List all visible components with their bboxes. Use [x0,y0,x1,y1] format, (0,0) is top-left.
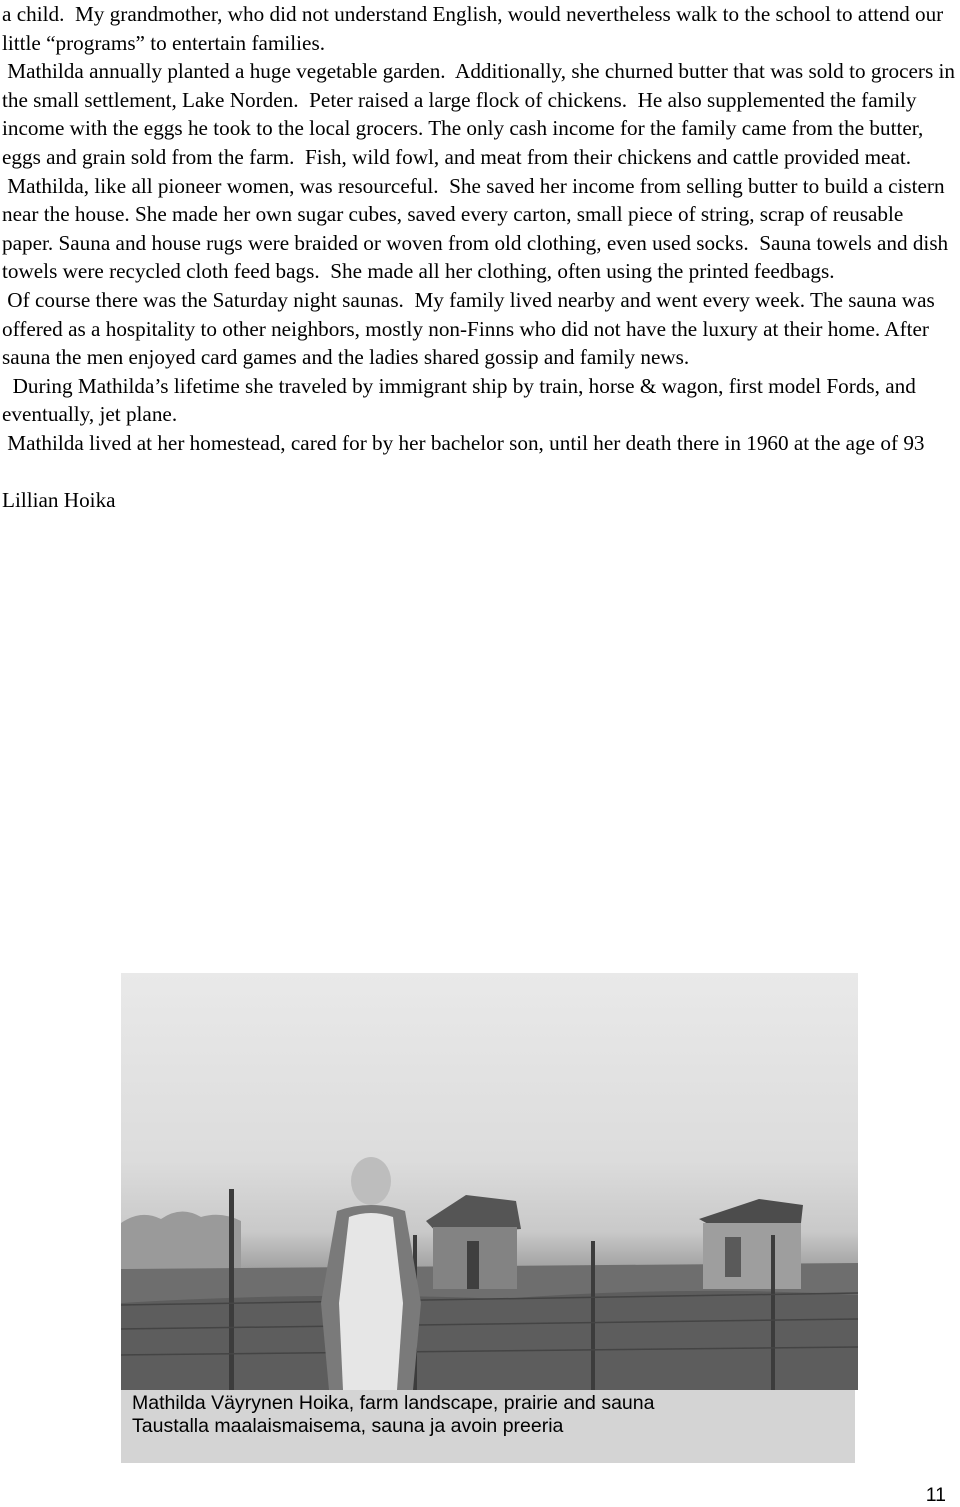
author-signature: Lillian Hoika [2,488,116,513]
tree-line [121,1211,241,1273]
paragraph: Mathilda lived at her homestead, cared for by her bachelor son, until her death there in 1960 at the age of 93 [2,430,925,455]
page-number: 11 [925,1484,946,1506]
paragraph: Mathilda, like all pioneer women, was resourceful. She saved her income from selling butter to build a cistern near the house. She made her own sugar cubes, saved every carton, small piece of string, scrap of reusable paper. Sauna and house rugs were braided or woven from old clothing, even used socks. Sauna towels and dish towels were recycled cloth feed bags. She made all her clothing, often using the printed feedbags. [2,173,954,284]
woman-apron [339,1213,403,1390]
shed-door [467,1241,479,1289]
paragraph: Mathilda annually planted a huge vegetable garden. Additionally, she churned butter that was sold to grocers in the small settlement, Lake Norden. Peter raised a large flock of chickens. He also supplemented the family income with the eggs he took to the local grocers. The only cash income for the family came from the butter, eggs and grain sold from the farm. Fish, wild fowl, and meat from their chickens and cattle provided meat. [2,59,960,169]
paragraph: a child. My grandmother, who did not understand English, would nevertheless walk to the school to attend our little “programs” to entertain families. [2,2,949,55]
fence-post [591,1241,595,1390]
caption-finnish: Taustalla maalaismaisema, sauna ja avoin preeria [132,1415,564,1437]
paragraph: During Mathilda’s lifetime she traveled by immigrant ship by train, horse & wagon, first model Fords, and eventually, jet plane. [2,373,922,427]
sauna-door [725,1237,741,1277]
fence-post [229,1189,234,1390]
historic-photo [121,973,858,1390]
caption-english: Mathilda Väyrynen Hoika, farm landscape, prairie and sauna [132,1392,655,1414]
body-text [2,0,958,515]
paragraph: Of course there was the Saturday night saunas. My family lived nearby and went every week. The sauna was offered as a hospitality to other neighbors, mostly non-Finns who did not have the luxury at their home. After sauna the men enjoyed card games and the ladies shared gossip and family news. [2,287,941,370]
woman-head [351,1157,391,1205]
photo-caption [121,1390,855,1463]
sauna-wall [703,1223,801,1289]
fence-post [771,1235,775,1390]
